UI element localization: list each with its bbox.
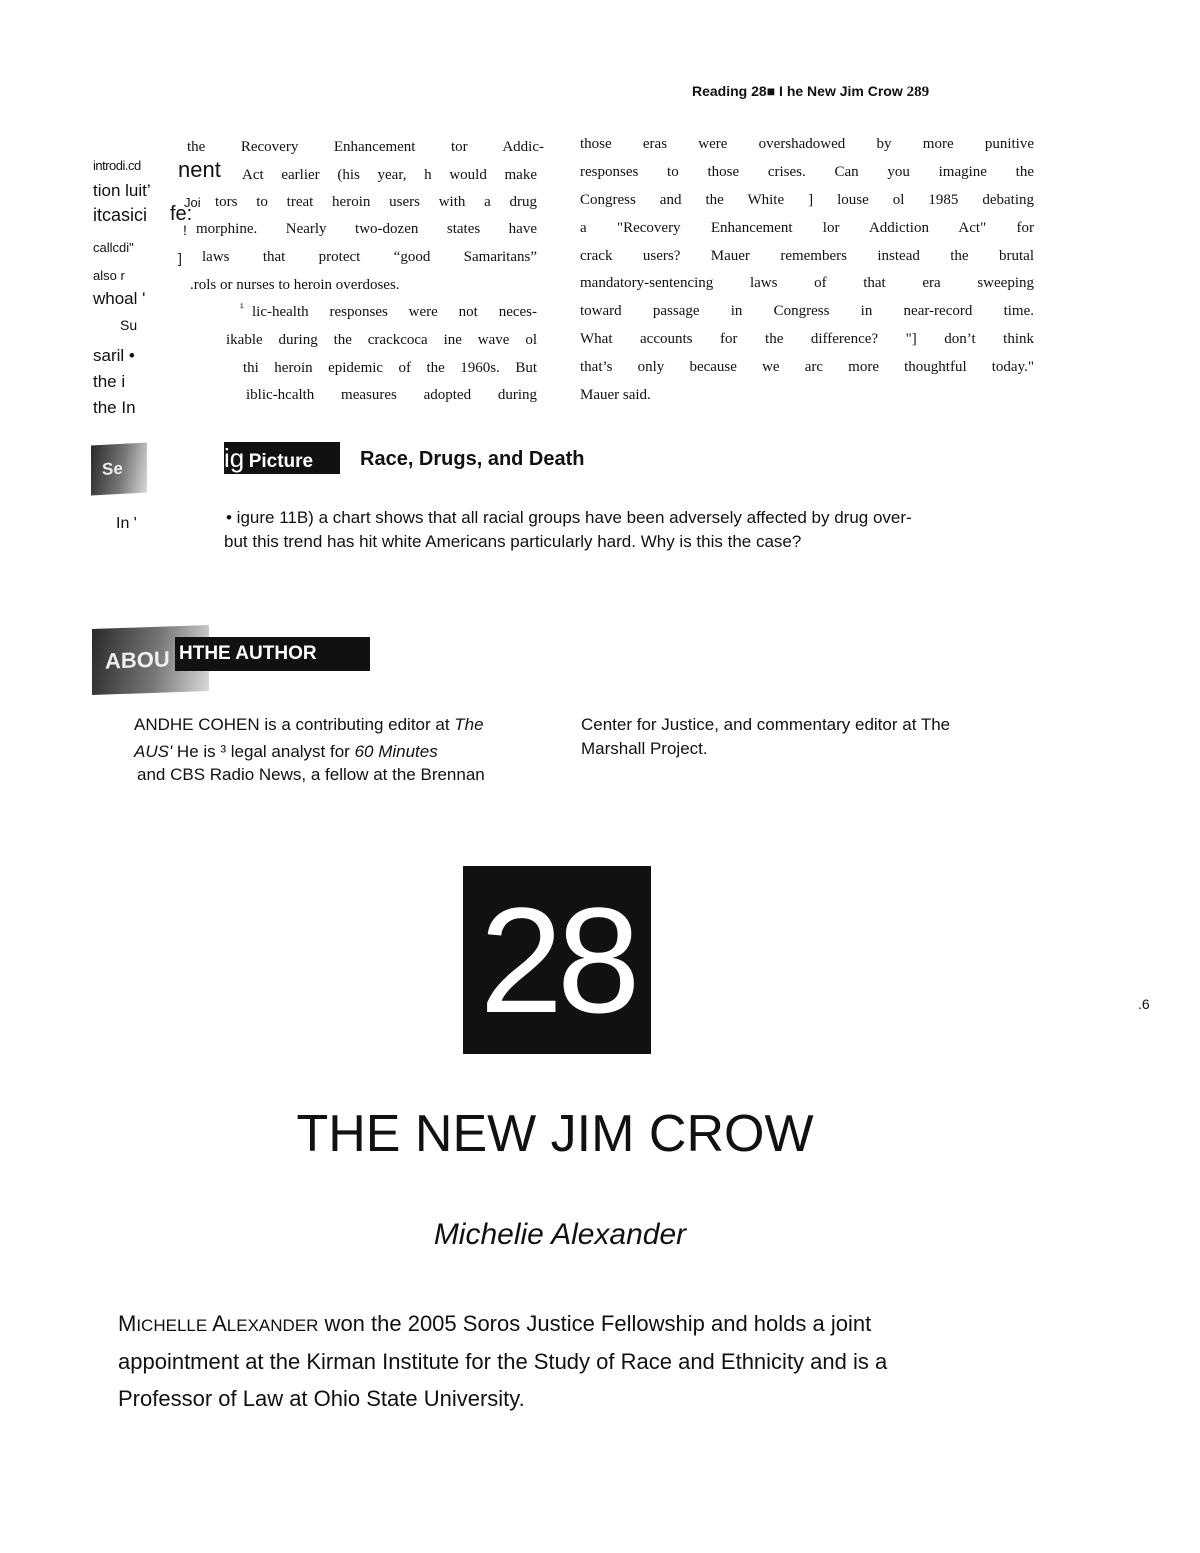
right-line: Mauer said. [580, 387, 651, 403]
big-picture-text: • igure 11B) a chart shows that all racial groups have been adversely affected by drug over- [226, 508, 912, 527]
right-line: toward passage in Congress in near-record time. [580, 303, 1034, 319]
bio-name: A [212, 1311, 227, 1336]
left-line: iblic-hcalth measures adopted during [246, 387, 537, 403]
right-line: that’s only because we arc more thoughtful today." [580, 359, 1034, 375]
right-line: responses to those crises. Can you imagine the [580, 164, 1034, 180]
right-line: mandatory-sentencing laws of that era sweeping [580, 275, 1034, 291]
chapter-author: Michelie Alexander [433, 1218, 687, 1251]
about-author-label: HTHE AUTHOR [175, 637, 370, 671]
left-line: morphine. Nearly two-dozen states have [196, 221, 537, 237]
left-line: tors to treat heroin users with a drug [215, 194, 537, 210]
publication-name: The [454, 715, 484, 734]
margin-fragment: itcasici [93, 205, 148, 225]
program-name: 60 Minutes [354, 742, 438, 761]
margin-fragment: whoal ' [93, 289, 146, 308]
running-header [692, 83, 929, 101]
margin-fragment: also r [93, 268, 125, 283]
big-picture-label [224, 442, 340, 474]
left-line: .rols or nurses to heroin overdoses. [190, 277, 400, 293]
author-blurb-line [134, 715, 484, 735]
chapter-title: THE NEW JIM CROW [296, 1105, 814, 1163]
bio-line [118, 1311, 871, 1337]
left-fragment: fe: [170, 203, 193, 225]
bio-line: appointment at the Kirman Institute for the Study of Race and Ethnicity and is a [118, 1349, 888, 1374]
left-line: lic-health responses were not neces- [252, 304, 537, 320]
bio-text: won the 2005 Soros Justice Fellowship and holds a joint [318, 1311, 872, 1336]
right-line: Congress and the White ] louse ol 1985 debating [580, 192, 1034, 208]
author-blurb-line [134, 742, 438, 762]
left-line: ikable during the crackcoca ine wave ol [226, 332, 537, 348]
right-line: those eras were overshadowed by more punitive [580, 136, 1034, 152]
bio-name: M [118, 1311, 137, 1336]
right-line: a "Recovery Enhancement lor Addiction Act" for [580, 220, 1034, 236]
left-fragment: ] [178, 250, 182, 266]
author-blurb-line: Center for Justice, and commentary editor at The [581, 715, 951, 734]
author-blurb-line: Marshall Project. [581, 739, 708, 758]
left-line: thi heroin epidemic of the 1960s. But [243, 360, 537, 376]
left-fragment: ¹ [240, 302, 244, 314]
side-mark: .6 [1138, 996, 1150, 1012]
right-line: crack users? Mauer remembers instead the brutal [580, 248, 1034, 264]
left-line: Act earlier (his year, h would make [242, 167, 537, 183]
chapter-number: 28 [463, 866, 651, 1054]
author-blurb-text: ANDHE COHEN is a contributing editor at [134, 715, 455, 734]
bio-name: LEXANDER [226, 1316, 319, 1335]
bio-name: ICHELLE [136, 1316, 208, 1335]
left-line: the Recovery Enhancement tor Addic- [187, 139, 544, 155]
margin-fragment: tion luit’ [93, 181, 151, 200]
margin-fragment: In ' [116, 515, 137, 532]
margin-fragment: callcdi" [93, 240, 134, 255]
page-number: 289 [906, 84, 930, 100]
margin-fragment: Su [120, 317, 138, 333]
running-head-text: Reading 28■ I he New Jim Crow [692, 83, 903, 99]
margin-fragment: introdi.cd [93, 158, 141, 173]
right-line: What accounts for the difference? "] don’t think [580, 331, 1034, 347]
bio-line: Professor of Law at Ohio State University. [118, 1386, 525, 1411]
big-picture-word: Picture [248, 451, 314, 472]
margin-fragment: the i [93, 372, 126, 391]
big-picture-prefix: ig [224, 443, 245, 473]
left-fragment: nent [178, 157, 221, 182]
left-fragment: Joi [184, 195, 201, 210]
author-blurb-text: He is ³ legal analyst for [172, 742, 355, 761]
left-fragment: ! [183, 222, 187, 238]
margin-fragment: saril • [93, 346, 135, 365]
author-blurb-line: and CBS Radio News, a fellow at the Brennan [137, 765, 485, 784]
margin-fragment: the In [93, 398, 136, 417]
big-picture-text: but this trend has hit white Americans particularly hard. Why is this the case? [224, 532, 802, 551]
publication-name: AUS' [134, 742, 173, 761]
big-picture-title: Race, Drugs, and Death [360, 448, 585, 470]
section-tab: ABOU [92, 625, 209, 695]
left-line: laws that protect “good Samaritans” [202, 249, 537, 265]
section-tab: Se [91, 443, 147, 496]
